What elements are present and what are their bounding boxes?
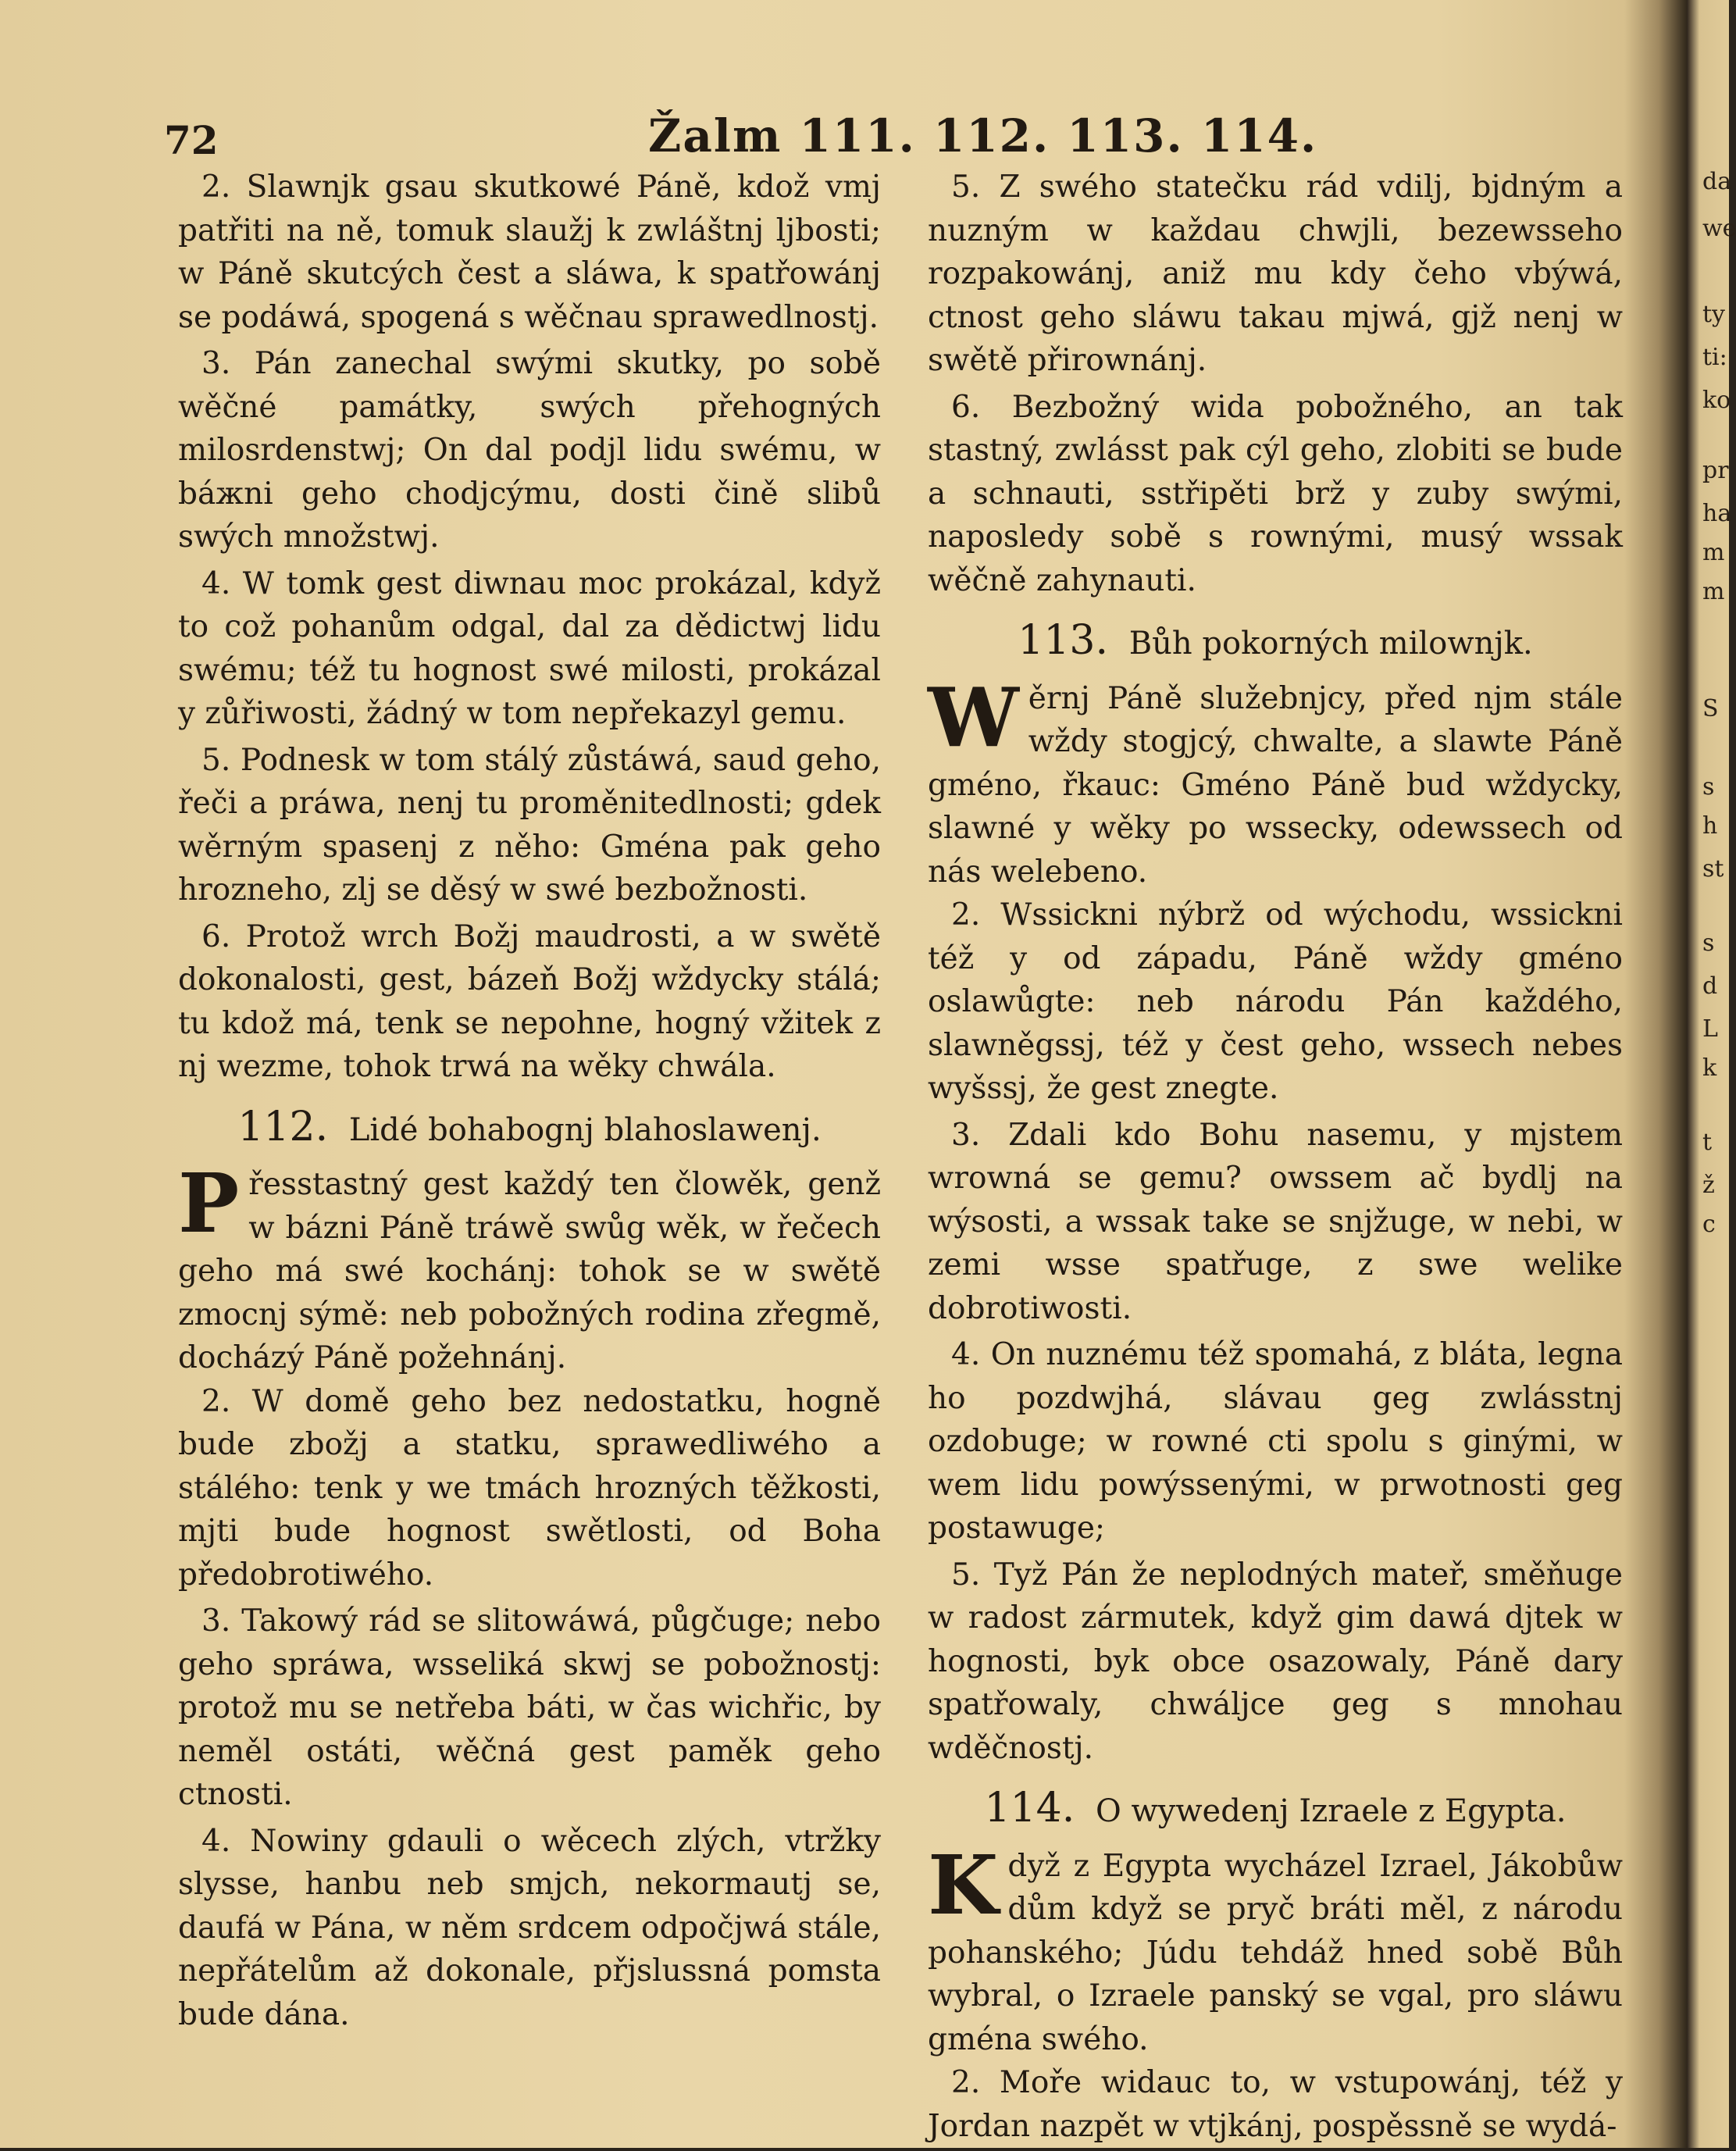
next-page-fragment: ko	[1702, 387, 1731, 414]
verse-113-3: 3. Zdali kdo Bohu nasemu, y mjstem wrowná se gemu? owssem ač bydlj na wýsosti, a wssak take se snjžuge, w nebi, w zemi wsse spatřuge, z swe welike dobrotiwosti.	[928, 1117, 1623, 1326]
verse-112-3: 3. Takowý rád se slitowáwá, půgčuge; nebo geho spráwa, wsseliká skwj se pobožnostj: protož mu se netřeba báti, w čas wichřic, by neměl ostáti, wěčná gest paměk geho ctnosti.	[178, 1603, 881, 1812]
next-page-fragment: st	[1702, 855, 1724, 883]
page-number: 72	[164, 117, 219, 163]
verse-113-5: 5. Tyž Pán že neplodných mateř, směňuge w radost zármutek, když gim dawá djtek w hognosti, byk obce osazowaly, Páně dary spatřowaly, chwáljce geg s mnohau wděčnostj.	[928, 1557, 1623, 1766]
verse-114-1-text: dyž z Egypta wycházel Izrael, Jákobůw dům když se pryč bráti měl, z národu pohanského; Júdu tehdáž hned sobě Bůh wybral, o Izraele panský se vgal, pro sláwu gména swého.	[928, 1848, 1623, 2057]
psalm-114-heading	[928, 1787, 1623, 1834]
verse-114-1	[928, 1836, 1623, 2062]
psalm-112-title: Lidé bohabognj blahoslawenj.	[348, 1111, 822, 1148]
verse-112-5: 5. Z swého statečku rád vdilj, bjdným a nuzným w každau chwjli, bezewsseho rozpakowánj, aniž mu kdy čeho vbýwá, ctnost geho sláwu takau mjwá, gjž nenj w swětě přirownánj.	[928, 169, 1623, 378]
verse-112-4: 4. Nowiny gdauli o wěcech zlých, vtržky slysse, hanbu neb smjch, nekormautj se, daufá w Pána, w něm srdcem odpočjwá stále, nepřátelům až dokonale, přjslussná pomsta bude dána.	[178, 1823, 881, 2032]
verse-113-1	[928, 669, 1623, 894]
next-page-fragment: ti:	[1702, 344, 1727, 371]
psalm-114-number: 114.	[984, 1785, 1075, 1832]
psalm-112-heading	[178, 1103, 881, 1153]
next-page-edge	[1687, 0, 1736, 2148]
psalm-114-title: O wywedenj Izraele z Egypta.	[1095, 1793, 1567, 1829]
psalm-113-heading	[928, 619, 1623, 666]
next-page-fragment: pr	[1702, 457, 1729, 484]
verse-111-3: 3. Pán zanechal swými skutky, po sobě wěčné památky, swých přehogných milosrdenstwj; On dal podjl lidu swému, w báжni geho chodjcýmu, dosti čině slibů swých množstwj.	[178, 346, 881, 555]
drop-cap: P	[178, 1155, 240, 1251]
verse-112-1-text: řesstastný gest každý ten člowěk, genž w bázni Páně tráwě swůg wěk, w řečech geho má swé kochánj: tohok se w swětě zmocnj sýmě: neb pobožných rodina zřegmě, docházý Páně požehnánj.	[178, 1167, 881, 1375]
next-page-fragment: da	[1702, 168, 1732, 195]
verse-112-6: 6. Bezbožný wida pobožného, an tak stastný, zwlásst pak cýl geho, zlobiti se bude a schnauti, sstřipěti brž y zuby swými, naposledy sobě s rownými, musý wssak wěčně zahynauti.	[928, 389, 1623, 598]
verse-111-2: 2. Slawnjk gsau skutkowé Páně, kdož vmj patřiti na ně, tomuk slaužj k zwláštnj ljbosti; w Páně skutcých čest a sláwa, k spatřowánj se podáwá, spogená s wěčnau sprawedlnostj.	[178, 169, 881, 335]
psalm-112-number: 112.	[237, 1103, 329, 1150]
verse-113-2: 2. Wssickni nýbrž od wýchodu, wssickni též y od západu, Páně wždy gméno oslawůgte: neb národu Pán každého, slawněgssj, též y čest geho, wssech nebes wyšssj, že gest znegte.	[928, 897, 1623, 1106]
verse-113-1-text: ěrnj Páně služebnjcy, před njm stále wždy stogjcý, chwalte, a slawte Páně gméno, řkauc: Gméno Páně bud wždycky, slawné y wěky po wssecky, odewssech od nás welebeno.	[928, 680, 1623, 890]
right-column	[928, 166, 1623, 2151]
next-page-fragment: L	[1702, 1015, 1718, 1043]
left-column	[178, 166, 881, 2039]
binding-gutter	[1624, 0, 1687, 2148]
next-page-fragment: s	[1702, 929, 1715, 957]
next-page-fragment: m	[1702, 539, 1725, 566]
next-page-fragment: ž	[1702, 1172, 1715, 1199]
running-head: Žalm 111. 112. 113. 114.	[648, 109, 1318, 162]
psalm-113-title: Bůh pokorných milownjk.	[1128, 626, 1533, 662]
verse-112-1	[178, 1155, 881, 1380]
next-page-fragment: t	[1702, 1129, 1713, 1156]
next-page-fragment: S	[1702, 695, 1719, 722]
verse-112-2: 2. W domě geho bez nedostatku, hogně bude zbožj a statku, sprawedliwého a stálého: tenk y we tmách hrozných těžkosti, mjti bude hognost swětlosti, od Boha předobrotiwého.	[178, 1383, 881, 1593]
next-page-fragment: ty	[1702, 301, 1726, 328]
psalm-113-number: 113.	[1018, 617, 1109, 664]
next-page-fragment: we	[1702, 215, 1736, 242]
next-page-fragment: h	[1702, 812, 1718, 840]
next-page-fragment: c	[1702, 1211, 1716, 1238]
drop-cap: K	[928, 1836, 999, 1933]
next-page-fragment: s	[1702, 773, 1715, 801]
verse-111-6: 6. Protož wrch Božj maudrosti, a w swětě dokonalosti, gest, bázeň Božj wždycky stálá; tu kdož má, tenk se nepohne, hogný vžitek z nj wezme, tohok trwá na wěky chwála.	[178, 919, 881, 1084]
verse-111-4: 4. W tomk gest diwnau moc prokázal, když to což pohanům odgal, dal za dědictwj lidu swému; též tu hognost swé milosti, prokázal y zůřiwosti, žádný w tom nepřekazyl gemu.	[178, 565, 881, 731]
verse-114-2: 2. Moře widauc to, w vstupowánj, též y Jordan nazpět w vtjkánj, pospěssně se wydá-	[928, 2065, 1623, 2144]
drop-cap: W	[928, 669, 1019, 765]
next-page-fragment: d	[1702, 972, 1718, 1000]
next-page-fragment: m	[1702, 578, 1725, 605]
next-page-fragment: ha	[1702, 500, 1732, 527]
next-page-fragment: k	[1702, 1054, 1717, 1082]
verse-113-4: 4. On nuznému též spomahá, z bláta, legna ho pozdwjhá, slávau geg zwlásstnj ozdobuge; w rowné cti spolu s ginými, w wem lidu powýssenými, w prwotnosti geg postawuge;	[928, 1337, 1623, 1546]
verse-111-5: 5. Podnesk w tom stálý zůstáwá, saud geho, řeči a práwa, nenj tu proměnitedlnosti; gdek wěrným spasenj z něho: Gména pak geho hrozneho, zlj se děsý w swé bezbožnosti.	[178, 742, 881, 908]
